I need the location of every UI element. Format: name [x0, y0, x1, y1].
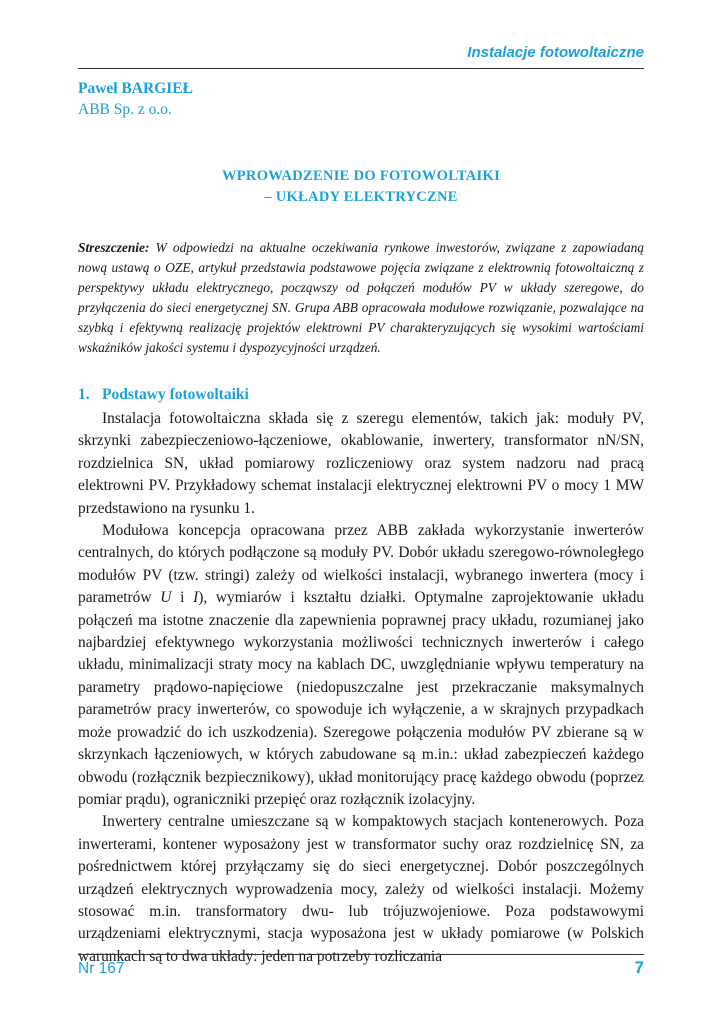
symbol-u: U — [160, 589, 172, 607]
paragraph-text: ), wymiarów i kształtu działki. Optymalne zaprojektowanie układu połączeń ma istotne znaczenie dla zapewnienia poprawnej pracy układu, rozumianej jako najbardziej efektywnego wykorzystania możliwości technicznych inwerterów i całego układu, minimalizacji straty mocy na kablach DC, uwzględnianie wpływu temperatury na parametry prądowo-napięciowe (niedopuszczalne jest przekraczanie maksymalnych parametrów pracy inwerterów, co spowoduje ich wyłączenie, a w skrajnych przypadkach może prowadzić do ich uszkodzenia). Szeregowe połączenia modułów PV zbierane są w skrzynkach łączeniowych, w których zabudowane są m.in.: układ zabezpieczeń każdego obwodu (rozłącznik bezpiecznikowy), układ monitorujący pracę każdego obwodu (poprzez pomiar prądu), ograniczniki przepięć oraz rozłącznik izolacyjny. — [78, 589, 644, 808]
abstract-text: W odpowiedzi na aktualne oczekiwania rynkowe inwestorów, związane z zapowiadaną nową ustawą o OZE, artykuł przedstawia podstawowe pojęcia związane z elektrownią fotowoltaiczną z perspektywy układu elektrycznego, począwszy od połączeń modułów PV w układy szeregowe, do przyłączenia do sieci energetycznej SN. Grupa ABB opracowała modułowe rozwiązanie, pozwalające na szybką i efektywną realizację projektów elektrowni PV charakteryzujących się wysokimi wartościami wskaźników jakości systemu i dyspozycyjności urządzeń. — [78, 240, 644, 355]
title-line-1: WPROWADZENIE DO FOTOWOLTAIKI — [221, 168, 501, 184]
title-line-2: – UKŁADY ELEKTRYCZNE — [264, 189, 458, 205]
paragraph: Instalacja fotowoltaiczna składa się z szeregu elementów, takich jak: moduły PV, skrzynki zabezpieczeniowo-łączeniowe, okablowanie, inwertery, transformator nN/SN, rozdzielnica SN, układ pomiarowy rozliczeniowy oraz system nadzoru nad pracą elektrowni PV. Przykładowy schemat instalacji elektrycznej elektrowni PV o mocy 1 MW przedstawiono na rysunku 1. — [78, 410, 644, 517]
article-title — [78, 166, 644, 208]
author-name: Paweł BARGIEŁ — [78, 80, 193, 97]
issue-number: Nr 167 — [78, 960, 125, 977]
page-number: 7 — [634, 958, 644, 977]
paragraph: Inwertery centralne umieszczane są w kompaktowych stacjach kontenerowych. Poza inwerterami, kontener wyposażony jest w transformator suchy oraz rozdzielnicę SN, za pośrednictwem której przyłączamy się do sieci energetycznej. Dobór poszczególnych urządzeń elektrycznych wyprowadzenia mocy, zależy od wielkości instalacji. Możemy stosować m.in. transformatory dwu- lub trójuzwojeniowe. Poza podstawowymi urządzeniami elektrycznymi, stacja wyposażona jest w układy pomiarowe (w Polskich warunkach są to dwa układy: jeden na potrzeby rozliczania — [78, 813, 644, 965]
author-affiliation: ABB Sp. z o.o. — [78, 101, 172, 118]
header-divider — [78, 68, 644, 69]
abstract — [78, 238, 644, 358]
section-heading — [78, 386, 249, 404]
section-number: 1. — [78, 386, 90, 403]
paragraph-text: Modułowa koncepcja opracowana przez ABB zakłada wykorzystanie inwerterów centralnych, do których podłączone są moduły PV. Dobór układu szeregowo-równoległego modułów PV (tzw. stringi) zależy od wielkości instalacji, wybranego inwertera (mocy i parametrów — [78, 522, 644, 607]
body-text — [78, 408, 644, 968]
paragraph — [78, 520, 644, 811]
footer-divider — [78, 954, 644, 955]
section-title: Podstawy fotowoltaiki — [102, 386, 249, 403]
author-block — [78, 78, 193, 120]
abstract-label: Streszczenie: — [78, 240, 150, 255]
symbol-i: I — [193, 589, 199, 607]
conjunction: i — [171, 589, 194, 607]
running-header: Instalacje fotowoltaiczne — [467, 44, 644, 61]
